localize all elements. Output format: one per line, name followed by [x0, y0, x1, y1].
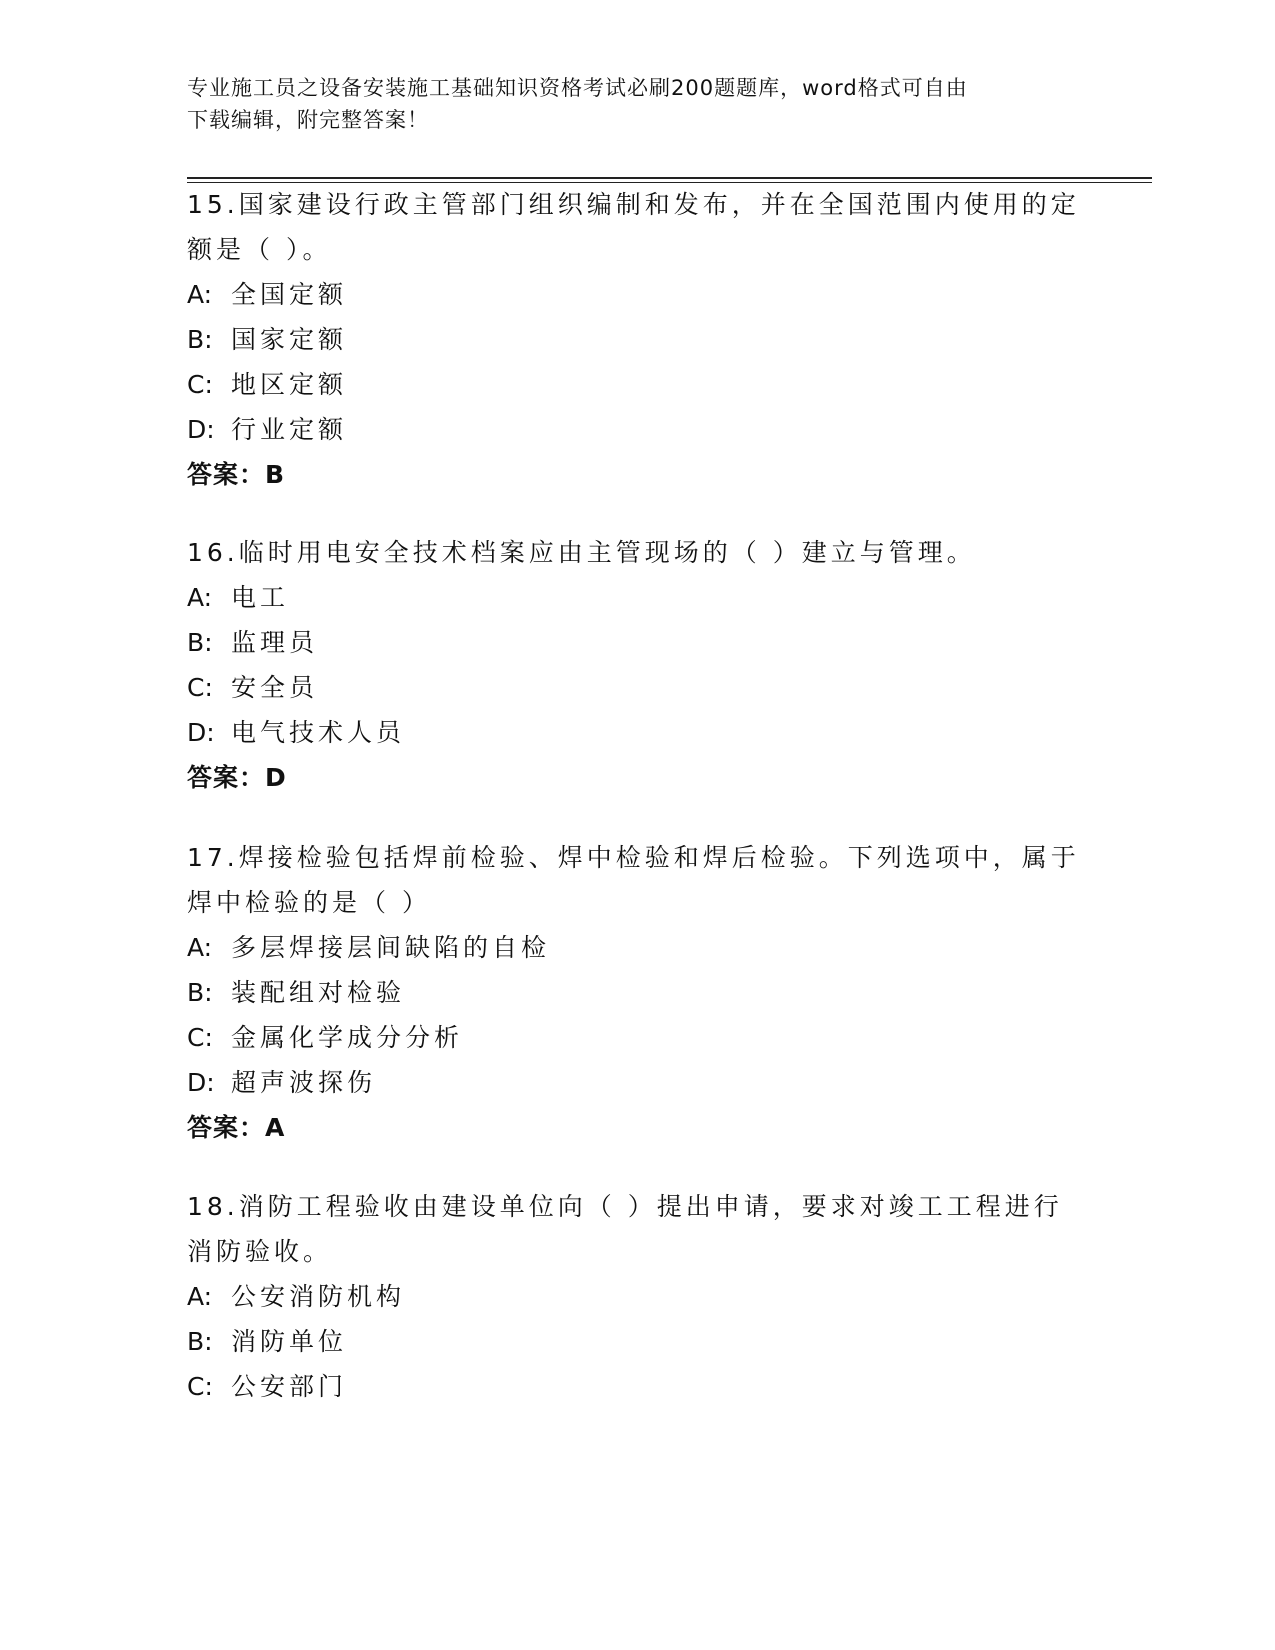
option-text: 行业定额: [231, 415, 348, 444]
question-15: [187, 182, 1087, 497]
option-a: [187, 575, 1087, 620]
option-text: 地区定额: [231, 370, 348, 399]
option-text: 国家定额: [231, 325, 348, 354]
option-label: D:: [187, 1068, 215, 1097]
option-text: 公安消防机构: [231, 1282, 406, 1311]
option-label: C:: [187, 673, 213, 702]
option-a: [187, 272, 1087, 317]
option-a: [187, 925, 1087, 970]
option-label: D:: [187, 718, 215, 747]
option-label: A:: [187, 1282, 213, 1311]
option-label: A:: [187, 280, 213, 309]
option-label: B:: [187, 978, 213, 1007]
option-text: 电气技术人员: [231, 718, 406, 747]
option-d: [187, 710, 1087, 755]
header-divider-thick: [187, 177, 1152, 179]
question-title-line-1: 15.国家建设行政主管部门组织编制和发布，并在全国范围内使用的定: [187, 190, 1080, 219]
option-b: [187, 1319, 1087, 1364]
option-text: 电工: [231, 583, 290, 612]
header-line-2: 下载编辑，附完整答案！: [187, 108, 429, 132]
option-text: 消防单位: [231, 1327, 348, 1356]
option-text: 公安部门: [231, 1372, 348, 1401]
option-label: C:: [187, 1023, 213, 1052]
option-b: [187, 620, 1087, 665]
question-title-line-2: 消防验收。: [187, 1237, 333, 1266]
option-label: C:: [187, 370, 213, 399]
option-d: [187, 407, 1087, 452]
question-title-line-2: 焊中检验的是（ ）: [187, 888, 431, 917]
option-text: 监理员: [231, 628, 319, 657]
option-d: [187, 1060, 1087, 1105]
option-label: A:: [187, 933, 213, 962]
question-16: [187, 530, 1087, 800]
option-text: 全国定额: [231, 280, 348, 309]
question-17: [187, 835, 1087, 1150]
option-label: B:: [187, 1327, 213, 1356]
question-18: [187, 1184, 1087, 1409]
header-line-1: 专业施工员之设备安装施工基础知识资格考试必刷200题题库，word格式可自由: [187, 76, 968, 100]
option-text: 安全员: [231, 673, 319, 702]
option-c: [187, 362, 1087, 407]
answer: 答案：A: [187, 1113, 286, 1142]
option-c: [187, 1015, 1087, 1060]
option-b: [187, 317, 1087, 362]
question-title-line-2: 额是（ ）。: [187, 235, 332, 264]
question-title-line-1: 17.焊接检验包括焊前检验、焊中检验和焊后检验。下列选项中，属于: [187, 843, 1080, 872]
answer: 答案：D: [187, 763, 287, 792]
option-label: D:: [187, 415, 215, 444]
option-label: A:: [187, 583, 213, 612]
option-c: [187, 1364, 1087, 1409]
option-label: C:: [187, 1372, 213, 1401]
option-b: [187, 970, 1087, 1015]
option-c: [187, 665, 1087, 710]
answer: 答案：B: [187, 460, 286, 489]
question-title-line-1: 18.消防工程验收由建设单位向（ ）提出申请，要求对竣工工程进行: [187, 1192, 1063, 1221]
option-text: 多层焊接层间缺陷的自检: [231, 933, 551, 962]
document-header: [187, 72, 1067, 136]
option-text: 金属化学成分分析: [231, 1023, 464, 1052]
option-label: B:: [187, 325, 213, 354]
question-title-line-1: 16.临时用电安全技术档案应由主管现场的（ ）建立与管理。: [187, 538, 976, 567]
option-a: [187, 1274, 1087, 1319]
option-text: 超声波探伤: [231, 1068, 377, 1097]
option-label: B:: [187, 628, 213, 657]
option-text: 装配组对检验: [231, 978, 406, 1007]
